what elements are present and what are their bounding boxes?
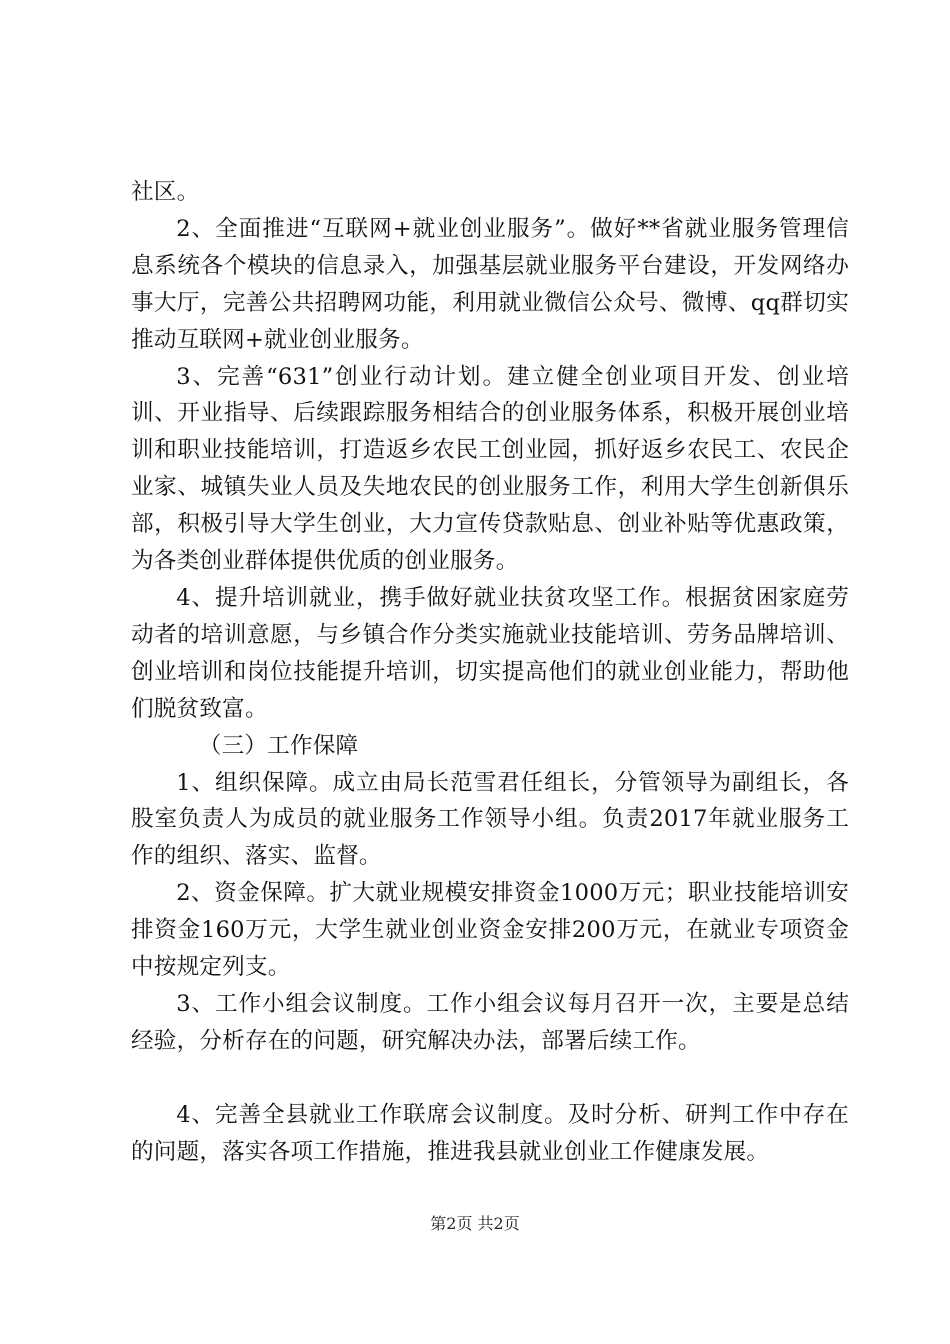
paragraph-631-plan: 3、完善“631”创业行动计划。建立健全创业项目开发、创业培训、开业指导、后续跟踪服务相结合的创业服务体系，积极开展创业培训和职业技能培训，打造返乡农民工创业园，抓好返乡农民工、农民企业家、城镇失业人员及失地农民的创业服务工作，利用大学生创新俱乐部，积极引导大学生创业，大力宣传贷款贴息、创业补贴等优惠政策，为各类创业群体提供优质的创业服务。 [131, 363, 849, 575]
paragraph-training-poverty: 4、提升培训就业，携手做好就业扶贫攻坚工作。根据贫困家庭劳动者的培训意愿，与乡镇合作分类实施就业技能培训、劳务品牌培训、创业培训和岗位技能提升培训，切实提高他们的就业创业能力，帮助他们脱贫致富。 [131, 584, 849, 722]
paragraph-meeting-system: 3、工作小组会议制度。工作小组会议每月召开一次，主要是总结经验，分析存在的问题，研究解决办法，部署后续工作。 [131, 990, 849, 1054]
paragraph-internet-employment: 2、全面推进“互联网+就业创业服务”。做好**省就业服务管理信息系统各个模块的信息录入，加强基层就业服务平台建设，开发网络办事大厅，完善公共招聘网功能，利用就业微信公众号、微博、qq群切实推动互联网+就业创业服务。 [131, 215, 849, 353]
paragraph-funding-guarantee: 2、资金保障。扩大就业规模安排资金1000万元；职业技能培训安排资金160万元，大学生就业创业资金安排200万元，在就业专项资金中按规定列支。 [131, 880, 849, 981]
section-heading-work-guarantee: （三）工作保障 [198, 732, 359, 759]
document-body [131, 174, 849, 1171]
page-number-footer: 第2页 共2页 [430, 1214, 520, 1233]
paragraph-continuation: 社区。 [131, 179, 200, 205]
paragraph-organization-guarantee: 1、组织保障。成立由局长范雪君任组长，分管领导为副组长，各股室负责人为成员的就业服务工作领导小组。负责2017年就业服务工作的组织、落实、监督。 [131, 769, 849, 870]
paragraph-joint-meeting: 4、完善全县就业工作联席会议制度。及时分析、研判工作中存在的问题，落实各项工作措施，推进我县就业创业工作健康发展。 [131, 1101, 849, 1165]
